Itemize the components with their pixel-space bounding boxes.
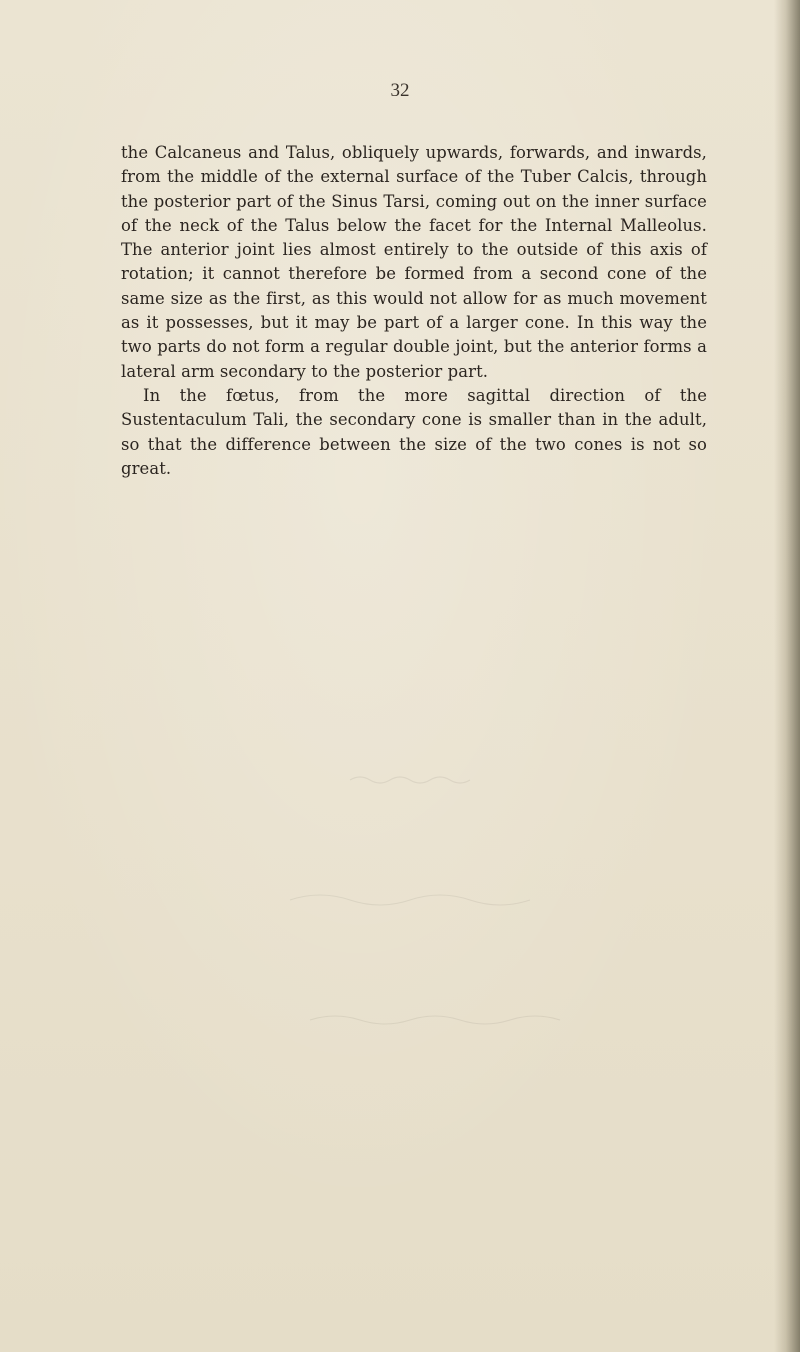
- paragraph-foetus: In the fœtus, from the more sagittal direction of the Sustentaculum Tali, the secondary cone is smaller than in the adult, so that the difference between the size of the two cones is not so great.: [121, 385, 707, 478]
- page-edge-shadow: [774, 0, 800, 1352]
- paragraph-continuation: the Calcaneus and Talus, obliquely upwards, forwards, and inwards, from the middle of the external surface of the Tuber Calcis, through the posterior part of the Sinus Tarsi, coming out on the inner surface of the neck of the Talus below the facet for the Internal Malleolus. The anterior joint lies almost entirely to the outside of this axis of rotation; it cannot therefore be formed from a second cone of the same size as the first, as this would not allow for as much movement as it possesses, but it may be part of a larger cone. In this way the two parts do not form a regular double joint, but the anterior forms a lateral arm secondary to the posterior part.: [121, 143, 707, 381]
- body-text: [121, 141, 707, 481]
- show-through-bleed: [250, 700, 670, 1150]
- page-number: 32: [390, 80, 410, 101]
